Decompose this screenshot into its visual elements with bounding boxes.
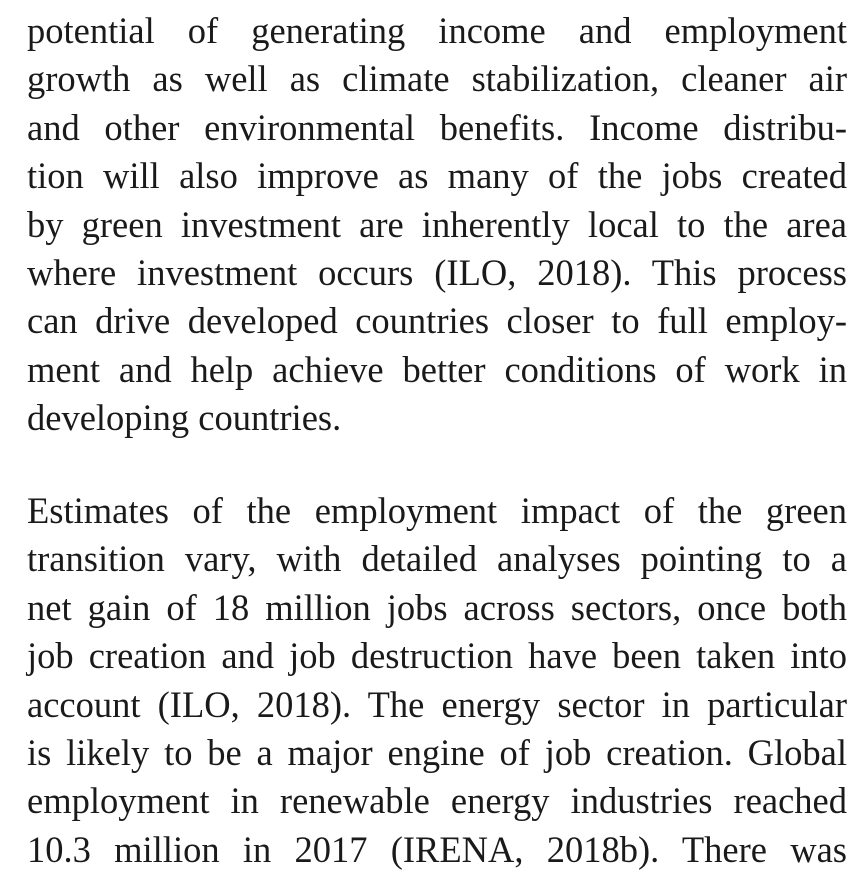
- text-line: net gain of 18 million jobs across sectors, once both: [27, 586, 847, 628]
- text-line: can drive developed countries closer to full employ-: [27, 300, 847, 342]
- text-line: account (ILO, 2018). The energy sector in particular: [27, 683, 847, 725]
- text-line: employment in renewable energy industries reached: [27, 780, 847, 822]
- text-line: potential of generating income and employment: [27, 10, 847, 51]
- text-line: 10.3 million in 2017 (IRENA, 2018b). There was: [27, 828, 847, 870]
- text-line: tion will also improve as many of the jobs created: [27, 155, 847, 197]
- text-line: ment and help achieve better conditions of work in: [27, 348, 847, 390]
- text-line: job creation and job destruction have been taken into: [27, 635, 847, 677]
- text-line: Estimates of the employment impact of the green: [27, 490, 847, 531]
- text-line: growth as well as climate stabilization, cleaner air: [27, 58, 847, 100]
- text-line: by green investment are inherently local to the area: [27, 203, 847, 245]
- text-line: is likely to be a major engine of job creation. Global: [27, 731, 847, 773]
- paragraph-employment-estimates: [27, 487, 847, 874]
- text-line: transition vary, with detailed analyses pointing to a: [27, 538, 847, 580]
- paragraph-green-investment: [27, 7, 847, 443]
- text-line-last: developing countries.: [27, 397, 342, 439]
- text-line: where investment occurs (ILO, 2018). This process: [27, 251, 847, 293]
- text-line: and other environmental benefits. Income distribu-: [27, 106, 847, 148]
